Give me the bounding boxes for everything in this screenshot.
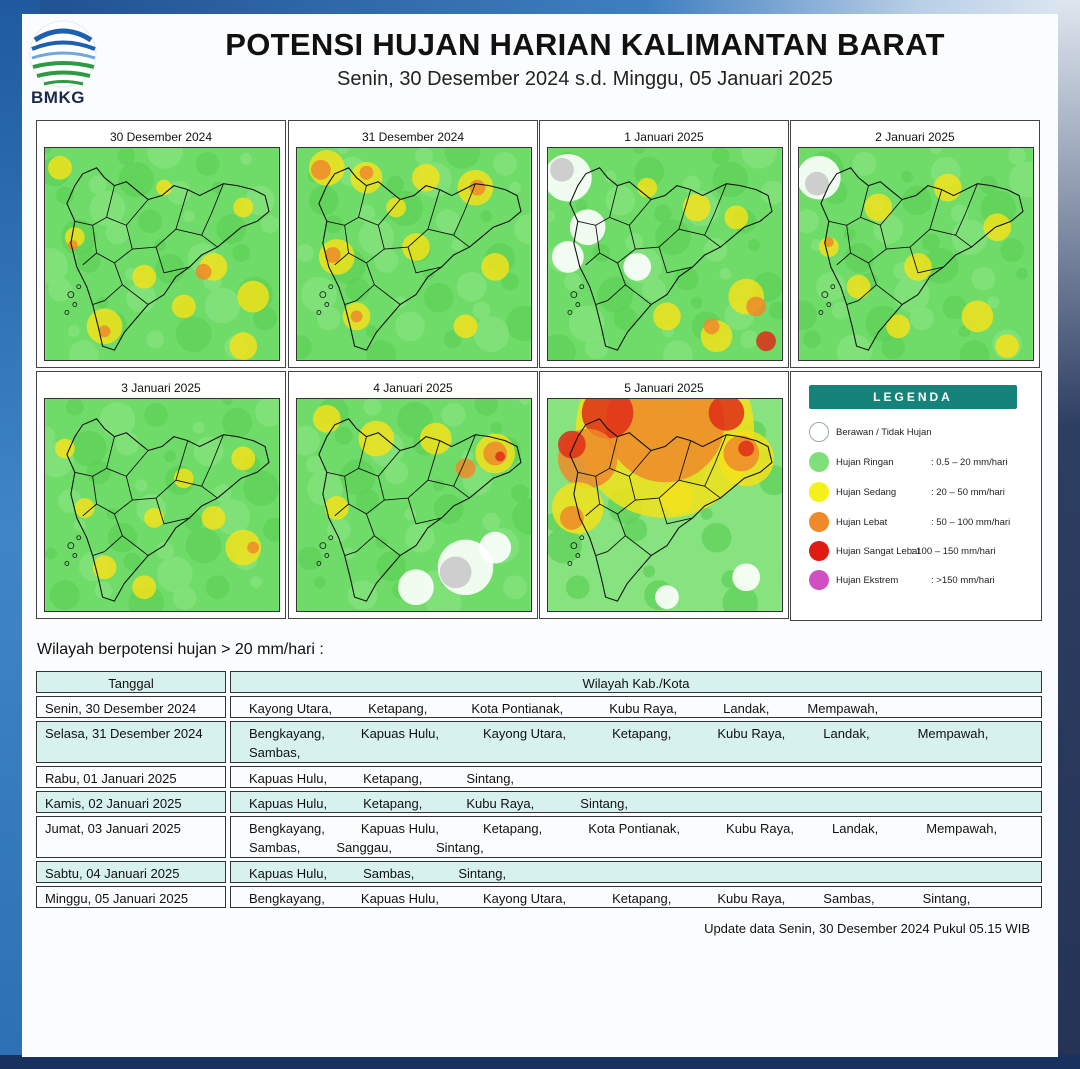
column-header-date: Tanggal — [36, 671, 226, 693]
map-texture — [606, 186, 636, 216]
map-texture — [374, 249, 398, 273]
rain-intensity-patch — [558, 431, 586, 459]
map-texture — [309, 186, 339, 216]
region-name: Sambas, — [249, 840, 301, 855]
map-texture — [118, 162, 154, 198]
map-texture — [173, 586, 197, 610]
table-row — [36, 816, 1042, 858]
rain-intensity-patch — [481, 253, 509, 281]
map-texture — [922, 233, 940, 251]
legend-range: : 50 – 100 mm/hari — [931, 517, 1011, 528]
map-panel — [539, 371, 789, 619]
region-name: Kapuas Hulu, — [360, 821, 439, 836]
map-texture — [106, 220, 130, 244]
rain-intensity-patch — [732, 563, 760, 591]
region-name: Kayong Utara, — [482, 726, 567, 741]
rainfall-map — [798, 147, 1034, 361]
region-name: Sintang, — [922, 891, 971, 906]
page-title: POTENSI HUJAN HARIAN KALIMANTAN BARAT — [225, 27, 945, 62]
map-texture — [553, 422, 565, 434]
legend-label: Hujan Sangat Lebat — [836, 546, 920, 557]
map-texture — [613, 307, 637, 331]
rain-intensity-patch — [359, 421, 395, 457]
map-texture — [240, 153, 252, 165]
map-texture — [358, 204, 376, 222]
legend-range: : >150 mm/hari — [931, 575, 995, 586]
table-header — [36, 671, 1042, 693]
map-texture — [146, 330, 164, 348]
map-texture — [232, 244, 250, 262]
map-texture — [901, 171, 913, 183]
legend-swatch-icon — [809, 512, 829, 532]
map-texture — [511, 484, 529, 502]
rain-intensity-patch — [934, 174, 962, 202]
region-name: Ketapang, — [482, 821, 543, 836]
rain-intensity-patch — [156, 180, 172, 196]
rain-intensity-patch — [550, 158, 574, 182]
rain-intensity-patch — [983, 213, 1011, 241]
region-name: Kayong Utara, — [249, 701, 333, 716]
map-texture — [298, 547, 322, 571]
map-texture — [623, 518, 647, 542]
map-texture — [1000, 238, 1024, 262]
region-line — [249, 796, 1041, 815]
map-texture — [691, 297, 703, 309]
legend-swatch-icon — [809, 482, 829, 502]
map-texture — [457, 272, 487, 302]
map-texture — [375, 537, 387, 549]
table-row — [36, 766, 1042, 788]
map-texture — [844, 228, 856, 240]
rain-intensity-patch — [144, 508, 164, 528]
rainfall-map — [296, 147, 532, 361]
map-texture — [673, 552, 703, 582]
map-texture — [503, 575, 527, 599]
map-texture — [611, 576, 623, 588]
rain-intensity-patch — [233, 198, 253, 218]
region-line — [249, 745, 1041, 764]
region-heading: Wilayah berpotensi hujan > 20 mm/hari : — [37, 641, 324, 658]
rain-intensity-patch — [704, 318, 720, 334]
rain-intensity-patch — [231, 447, 255, 471]
rainfall-map — [547, 147, 783, 361]
map-texture — [750, 542, 768, 560]
map-texture — [45, 548, 57, 560]
rain-intensity-patch — [237, 281, 269, 313]
map-texture — [395, 311, 425, 341]
row-regions — [230, 791, 1042, 813]
map-texture — [719, 268, 731, 280]
region-name: Sintang, — [580, 796, 628, 811]
rain-intensity-patch — [661, 482, 693, 514]
map-texture — [730, 494, 760, 524]
rain-intensity-patch — [311, 160, 331, 180]
map-texture — [433, 479, 445, 491]
region-line — [249, 726, 1041, 745]
map-texture — [346, 278, 370, 302]
rainfall-map-graphic — [548, 148, 782, 360]
region-line — [249, 840, 1041, 859]
map-texture — [144, 403, 168, 427]
map-texture — [317, 307, 341, 331]
row-regions — [230, 861, 1042, 883]
region-name: Sambas, — [363, 866, 415, 881]
rain-intensity-patch — [229, 332, 257, 360]
rain-intensity-patch — [55, 439, 75, 459]
map-texture — [196, 152, 220, 176]
map-date-label: 4 Januari 2025 — [373, 381, 453, 395]
region-line — [249, 771, 1041, 790]
rain-intensity-patch — [412, 164, 440, 192]
rain-intensity-patch — [623, 253, 651, 281]
row-regions — [230, 816, 1042, 858]
map-texture — [123, 553, 141, 571]
rain-intensity-patch — [313, 405, 341, 433]
region-name: Ketapang, — [612, 726, 672, 741]
region-name: Kubu Raya, — [466, 796, 535, 811]
region-line — [249, 821, 1041, 840]
map-date-label: 1 Januari 2025 — [624, 130, 704, 144]
rain-intensity-patch — [196, 264, 212, 280]
region-name: Mempawah, — [917, 726, 989, 741]
map-texture — [853, 152, 877, 176]
map-texture — [186, 528, 222, 564]
map-texture — [176, 316, 212, 352]
map-texture — [593, 244, 611, 262]
rain-intensity-patch — [420, 423, 452, 455]
rainfall-map — [44, 147, 280, 361]
rain-intensity-patch — [132, 575, 156, 599]
map-texture — [713, 162, 749, 198]
region-line — [249, 866, 1041, 885]
rain-intensity-patch — [360, 166, 374, 180]
row-date: Kamis, 02 Januari 2025 — [36, 791, 226, 813]
map-texture — [261, 215, 279, 233]
rain-intensity-patch — [398, 569, 434, 605]
region-name: Sintang, — [435, 840, 484, 855]
map-date-label: 2 Januari 2025 — [875, 130, 955, 144]
rain-intensity-patch — [724, 205, 748, 229]
legend-swatch-icon — [809, 541, 829, 561]
region-name: Sanggau, — [336, 840, 392, 855]
region-name: Kapuas Hulu, — [249, 771, 328, 786]
legend-range: : 20 – 50 mm/hari — [931, 487, 1005, 498]
map-texture — [952, 219, 988, 255]
map-texture — [643, 565, 655, 577]
table-row — [36, 696, 1042, 718]
map-texture — [306, 455, 324, 473]
map-texture — [442, 403, 466, 427]
map-texture — [335, 427, 353, 445]
row-date: Jumat, 03 Januari 2025 — [36, 816, 226, 858]
map-texture — [135, 479, 147, 491]
region-name: Bengkayang, — [249, 891, 325, 906]
legend-swatch-icon — [809, 422, 829, 442]
map-texture — [566, 575, 590, 599]
background-right — [1058, 0, 1080, 1069]
map-texture — [138, 209, 162, 233]
map-texture — [56, 187, 74, 205]
map-panel — [36, 371, 286, 619]
map-texture — [472, 302, 490, 320]
rainfall-map — [547, 398, 783, 612]
region-name: Mempawah, — [807, 701, 879, 716]
map-texture — [881, 335, 905, 359]
table-row — [36, 886, 1042, 908]
map-texture — [193, 422, 205, 434]
map-texture — [206, 575, 230, 599]
rainfall-map — [296, 398, 532, 612]
region-name: Kubu Raya, — [717, 726, 786, 741]
region-name: Ketapang, — [363, 796, 423, 811]
legend-label: Hujan Lebat — [836, 517, 888, 528]
map-texture — [164, 451, 176, 463]
map-date-label: 30 Desember 2024 — [109, 130, 213, 144]
legend-range: : 0.5 – 20 mm/hari — [931, 457, 1008, 468]
rain-intensity-patch — [440, 557, 472, 589]
map-date-label: 3 Januari 2025 — [121, 381, 201, 395]
legend-swatch-icon — [809, 452, 829, 472]
map-texture — [48, 278, 72, 302]
rainfall-map-graphic — [297, 399, 531, 611]
region-name: Kapuas Hulu, — [249, 866, 328, 881]
rain-intensity-patch — [495, 452, 505, 462]
region-name: Bengkayang, — [249, 821, 325, 836]
row-regions — [230, 886, 1042, 908]
rain-intensity-patch — [746, 297, 766, 317]
rain-intensity-patch — [172, 295, 196, 319]
map-texture — [183, 210, 195, 222]
map-texture — [50, 580, 80, 610]
map-texture — [509, 182, 521, 194]
rain-intensity-patch — [995, 334, 1019, 358]
row-regions — [230, 766, 1042, 788]
region-name: Ketapang, — [368, 701, 428, 716]
map-texture — [655, 219, 691, 255]
region-name: Bengkayang, — [249, 726, 325, 741]
rain-intensity-patch — [847, 275, 871, 299]
rainfall-map-graphic — [297, 148, 531, 360]
region-name: Kapuas Hulu, — [249, 796, 328, 811]
map-texture — [910, 307, 934, 331]
rain-intensity-patch — [132, 265, 156, 289]
region-name: Ketapang, — [612, 891, 672, 906]
map-texture — [585, 335, 609, 359]
region-name: Mempawah, — [926, 821, 998, 836]
legend-label: Berawan / Tidak Hujan — [836, 427, 932, 438]
map-texture — [701, 508, 713, 520]
region-name: Kota Pontianak, — [588, 821, 681, 836]
rain-intensity-patch — [48, 156, 72, 180]
map-texture — [108, 523, 138, 553]
map-texture — [77, 249, 101, 273]
legend-label: Hujan Ekstrem — [836, 575, 899, 586]
rain-intensity-patch — [552, 241, 584, 273]
map-texture — [314, 576, 326, 588]
background-bottom — [0, 1055, 1080, 1069]
map-texture — [87, 460, 111, 484]
map-texture — [672, 537, 684, 549]
row-regions — [230, 696, 1042, 718]
map-texture — [222, 408, 252, 438]
region-name: Sambas, — [249, 745, 301, 760]
region-name: Kapuas Hulu, — [360, 726, 439, 741]
row-date: Selasa, 31 Desember 2024 — [36, 721, 226, 763]
map-texture — [205, 288, 241, 324]
map-texture — [365, 325, 377, 337]
rainfall-map-graphic — [45, 148, 279, 360]
map-texture — [490, 422, 502, 434]
rain-intensity-patch — [904, 253, 932, 281]
rain-intensity-patch — [202, 506, 226, 530]
rain-intensity-patch — [886, 314, 910, 338]
rain-intensity-patch — [683, 194, 711, 222]
map-texture — [95, 581, 113, 599]
region-name: Sambas, — [823, 891, 875, 906]
map-panel — [36, 120, 286, 368]
map-texture — [971, 267, 995, 291]
rainfall-map — [44, 398, 280, 612]
map-texture — [683, 176, 701, 194]
rainfall-map-graphic — [548, 399, 782, 611]
rain-intensity-patch — [68, 240, 78, 250]
rain-intensity-patch — [653, 303, 681, 331]
map-texture — [480, 210, 492, 222]
map-texture — [89, 176, 107, 194]
legend-label: Hujan Ringan — [836, 457, 894, 468]
map-texture — [434, 494, 464, 524]
rain-intensity-patch — [351, 310, 363, 322]
region-name: Landak, — [823, 726, 870, 741]
map-texture — [216, 214, 246, 244]
map-texture — [564, 273, 582, 291]
legend-label: Hujan Sedang — [836, 487, 897, 498]
map-texture — [493, 152, 517, 176]
map-texture — [803, 330, 821, 348]
row-regions — [230, 721, 1042, 763]
map-texture — [473, 316, 509, 352]
region-name: Kayong Utara, — [482, 891, 567, 906]
rainfall-map-graphic — [799, 148, 1033, 360]
rain-intensity-patch — [738, 441, 754, 457]
map-texture — [384, 460, 408, 484]
table-row — [36, 791, 1042, 813]
rain-intensity-patch — [756, 331, 776, 351]
table-row — [36, 861, 1042, 883]
rain-intensity-patch — [386, 198, 406, 218]
region-name: Landak, — [723, 701, 770, 716]
legend-range: : 100 – 150 mm/hari — [911, 546, 996, 557]
region-name: Ketapang, — [363, 771, 423, 786]
region-line — [249, 701, 1041, 720]
map-panel — [288, 371, 538, 619]
row-date: Minggu, 05 Januari 2025 — [36, 886, 226, 908]
map-panel — [288, 120, 538, 368]
region-name: Landak, — [831, 821, 879, 836]
column-header-regions: Wilayah Kab./Kota — [230, 671, 1042, 693]
legend-title: LEGENDA — [809, 385, 1017, 409]
map-texture — [194, 437, 224, 467]
region-name: Kota Pontianak, — [471, 701, 564, 716]
map-texture — [740, 330, 758, 348]
region-name: Kubu Raya, — [609, 701, 678, 716]
rain-intensity-patch — [454, 314, 478, 338]
rain-intensity-patch — [93, 556, 117, 580]
rain-intensity-patch — [864, 194, 892, 222]
region-line — [249, 891, 1041, 910]
map-texture — [405, 523, 435, 553]
row-date: Rabu, 01 Januari 2025 — [36, 766, 226, 788]
map-texture — [154, 239, 166, 251]
map-date-label: 31 Desember 2024 — [361, 130, 465, 144]
legend-panel — [790, 371, 1042, 621]
region-name: Sintang, — [466, 771, 515, 786]
map-texture — [185, 513, 203, 531]
map-texture — [654, 204, 672, 222]
rain-intensity-patch — [655, 585, 679, 609]
rain-intensity-patch — [247, 542, 259, 554]
row-date: Sabtu, 04 Januari 2025 — [36, 861, 226, 883]
map-texture — [702, 523, 732, 553]
table-row — [36, 721, 1042, 763]
map-texture — [68, 325, 80, 337]
map-panel — [790, 120, 1040, 368]
rain-intensity-patch — [479, 532, 511, 564]
map-texture — [482, 513, 500, 531]
map-texture — [902, 186, 932, 216]
map-date-label: 5 Januari 2025 — [624, 381, 704, 395]
update-note: Update data Senin, 30 Desember 2024 Pukul 05.15 WIB — [704, 921, 1030, 936]
map-texture — [748, 239, 760, 251]
logo-text: BMKG — [31, 88, 85, 107]
rainfall-map-graphic — [45, 399, 279, 611]
map-texture — [1016, 268, 1028, 280]
map-texture — [107, 508, 119, 520]
rain-intensity-patch — [637, 178, 657, 198]
region-name: Kubu Raya, — [717, 891, 786, 906]
map-texture — [214, 484, 232, 502]
legend-swatch-icon — [809, 570, 829, 590]
rain-intensity-patch — [962, 301, 994, 333]
map-texture — [250, 576, 262, 588]
region-name: Kapuas Hulu, — [360, 891, 439, 906]
row-date: Senin, 30 Desember 2024 — [36, 696, 226, 718]
map-texture — [424, 283, 454, 313]
region-name: Sintang, — [458, 866, 507, 881]
rain-intensity-patch — [805, 172, 829, 196]
region-name: Kubu Raya, — [726, 821, 794, 836]
page-subtitle: Senin, 30 Desember 2024 s.d. Minggu, 05 Januari 2025 — [337, 68, 833, 90]
map-panel — [539, 120, 789, 368]
